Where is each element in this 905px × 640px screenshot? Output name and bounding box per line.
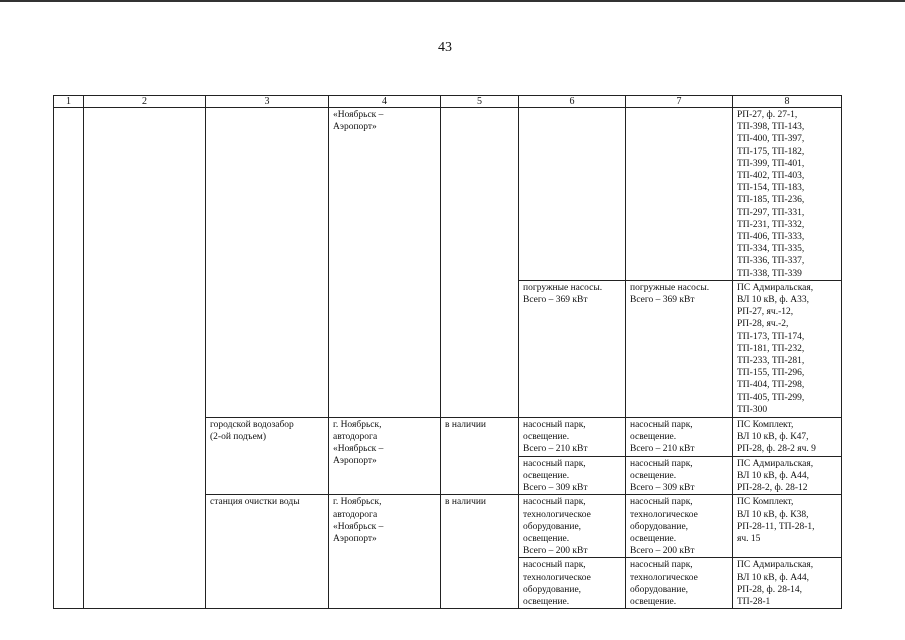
table-cell: погружные насосы. Всего – 369 кВт [626,280,733,417]
table-cell: насосный парк, освещение. Всего – 210 кВт [626,417,733,456]
table-cell: г. Ноябрьск, автодорога «Ноябрьск – Аэропорт» [329,495,441,609]
table-cell: насосный парк, технологическое оборудование, освещение. Всего – 200 кВт [519,495,626,558]
table-row [54,108,842,281]
column-number: 7 [626,96,733,108]
table-cell: насосный парк, технологическое оборудование, освещение. Всего – 200 кВт [626,495,733,558]
table-cell: станция очистки воды [206,495,329,609]
table-cell: городской водозабор (2-ой подъем) [206,417,329,495]
table-cell: ПС Комплект, ВЛ 10 кВ, ф. К47, РП-28, ф. 28-2 яч. 9 [733,417,842,456]
table-cell: ПС Адмиральская, ВЛ 10 кВ, ф. А44, РП-28-2, ф. 28-12 [733,456,842,495]
column-number: 3 [206,96,329,108]
table-cell: ПС Адмиральская, ВЛ 10 кВ, ф. А44, РП-28, ф. 28-14, ТП-28-1 [733,558,842,609]
table-cell [206,108,329,418]
table-cell: РП-27, ф. 27-1, ТП-398, ТП-143, ТП-400, ТП-397, ТП-175, ТП-182, ТП-399, ТП-401, ТП-402, ТП-403, ТП-154, ТП-183, ТП-185, ТП-236, ТП-297, ТП-331, ТП-231, ТП-332, ТП-406, ТП-333, ТП-334, ТП-335, ТП-336, ТП-337, ТП-338, ТП-339 [733,108,842,281]
table-cell [441,108,519,418]
column-number-row [54,96,842,108]
table-cell: насосный парк, освещение. Всего – 309 кВт [626,456,733,495]
table-cell: насосный парк, освещение. Всего – 309 кВт [519,456,626,495]
column-number: 4 [329,96,441,108]
table-cell: погружные насосы. Всего – 369 кВт [519,280,626,417]
table-cell [626,108,733,281]
table-cell: ПС Адмиральская, ВЛ 10 кВ, ф. А33, РП-27, яч.-12, РП-28, яч.-2, ТП-173, ТП-174, ТП-181, ТП-232, ТП-233, ТП-281, ТП-155, ТП-296, ТП-404, ТП-298, ТП-405, ТП-299, ТП-300 [733,280,842,417]
column-number: 5 [441,96,519,108]
page-number: 43 [438,40,452,55]
data-table [53,95,842,609]
table-cell [519,108,626,281]
table-cell: ПС Комплект, ВЛ 10 кВ, ф. К38, РП-28-11, ТП-28-1, яч. 15 [733,495,842,558]
table-cell: насосный парк, технологическое оборудование, освещение. [519,558,626,609]
table-cell: в наличии [441,495,519,609]
table-cell [84,108,206,609]
table-cell: в наличии [441,417,519,495]
column-number: 2 [84,96,206,108]
column-number: 6 [519,96,626,108]
table-cell: г. Ноябрьск, автодорога «Ноябрьск – Аэропорт» [329,417,441,495]
top-rule [0,0,905,2]
column-number: 8 [733,96,842,108]
table-cell: «Ноябрьск – Аэропорт» [329,108,441,418]
column-number: 1 [54,96,84,108]
table-cell: насосный парк, освещение. Всего – 210 кВт [519,417,626,456]
table-cell: насосный парк, технологическое оборудование, освещение. [626,558,733,609]
table-cell [54,108,84,609]
